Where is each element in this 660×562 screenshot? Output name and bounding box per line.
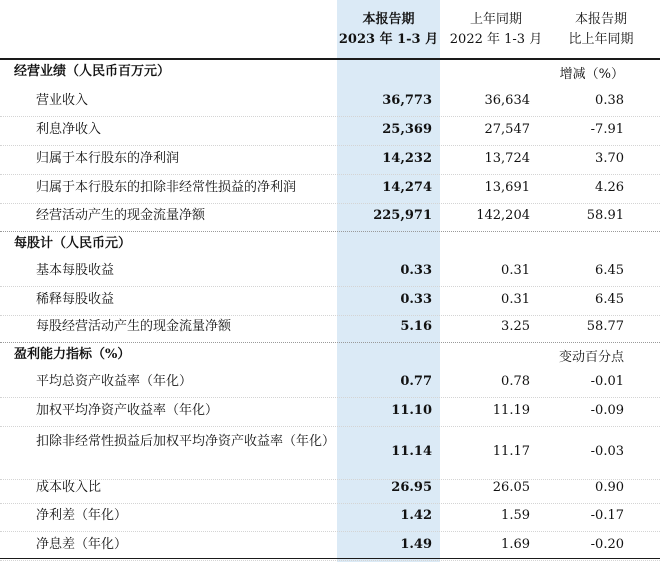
section-note: 变动百分点 <box>558 350 624 365</box>
row-label: 归属于本行股东的净利润 <box>36 151 180 166</box>
row-divider <box>0 116 660 117</box>
value-current: 11.10 <box>391 403 432 418</box>
value-change: 58.91 <box>586 208 624 223</box>
bottom-rule <box>0 558 660 559</box>
value-change: -7.91 <box>590 122 624 137</box>
row-label: 净息差（年化） <box>36 537 128 552</box>
value-current: 0.33 <box>400 263 432 278</box>
row-label: 营业收入 <box>36 93 89 108</box>
row-label: 利息净收入 <box>36 122 102 137</box>
section-header <box>0 234 660 254</box>
value-change: -0.20 <box>590 537 624 552</box>
value-prior: 0.31 <box>501 263 530 278</box>
header-prior-line2: 2022 年 1-3 月 <box>449 32 543 47</box>
table-row <box>0 507 660 525</box>
value-change: 6.45 <box>595 263 624 278</box>
row-label: 净利差（年化） <box>36 508 128 523</box>
value-current: 1.49 <box>400 537 432 552</box>
value-current: 11.14 <box>391 444 432 459</box>
value-prior: 36,634 <box>484 93 530 108</box>
row-label: 经营活动产生的现金流量净额 <box>36 208 206 223</box>
row-label: 成本收入比 <box>36 480 102 495</box>
table-row <box>0 318 660 336</box>
value-change: 4.26 <box>595 180 624 195</box>
row-label: 基本每股收益 <box>36 263 115 278</box>
value-prior: 1.69 <box>501 537 530 552</box>
value-prior: 13,691 <box>484 180 530 195</box>
row-label: 每股经营活动产生的现金流量净额 <box>36 319 232 334</box>
value-prior: 0.31 <box>501 292 530 307</box>
row-divider <box>0 397 660 398</box>
row-divider <box>0 426 660 427</box>
section-divider <box>0 231 660 232</box>
value-prior: 3.25 <box>501 319 530 334</box>
header-prior-line1: 上年同期 <box>469 12 522 27</box>
table-row <box>0 402 660 420</box>
value-current: 225,971 <box>373 208 432 223</box>
table-row <box>0 92 660 110</box>
table-row <box>0 207 660 225</box>
value-prior: 11.17 <box>492 444 530 459</box>
table-row <box>0 479 660 497</box>
table-row <box>0 291 660 309</box>
current-period-highlight <box>337 0 440 562</box>
section-note: 增减（%） <box>559 67 624 82</box>
header-change <box>551 10 651 50</box>
row-label: 平均总资产收益率（年化） <box>36 374 193 389</box>
value-prior: 1.59 <box>501 508 530 523</box>
value-prior: 0.78 <box>501 374 530 389</box>
value-change: 0.38 <box>595 93 624 108</box>
value-change: 58.77 <box>586 319 624 334</box>
value-current: 0.77 <box>400 374 432 389</box>
table-row <box>0 179 660 197</box>
value-current: 26.95 <box>391 480 432 495</box>
table-row <box>0 121 660 139</box>
row-label: 稀释每股收益 <box>36 292 115 307</box>
header-current-line2: 2023 年 1-3 月 <box>338 32 439 47</box>
row-divider <box>0 503 660 504</box>
row-divider <box>0 286 660 287</box>
header-prior-period <box>441 10 551 50</box>
value-current: 36,773 <box>382 93 432 108</box>
header-current-line1: 本报告期 <box>362 12 415 27</box>
value-change: 6.45 <box>595 292 624 307</box>
row-divider <box>0 560 660 561</box>
value-change: 3.70 <box>595 151 624 166</box>
header-change-line1: 本报告期 <box>574 12 627 27</box>
value-prior: 26.05 <box>492 480 530 495</box>
table-row <box>0 536 660 554</box>
value-current: 14,274 <box>382 180 432 195</box>
section-title: 盈利能力指标（%） <box>14 347 131 362</box>
header-current-period <box>337 10 440 50</box>
value-prior: 27,547 <box>484 122 530 137</box>
value-change: -0.09 <box>590 403 624 418</box>
table-row <box>0 433 660 473</box>
value-current: 5.16 <box>400 319 432 334</box>
row-divider <box>0 531 660 532</box>
header-change-line2: 比上年同期 <box>568 32 634 47</box>
value-change: -0.03 <box>590 444 624 459</box>
value-change: 0.90 <box>595 480 624 495</box>
row-divider <box>0 145 660 146</box>
section-header <box>0 345 660 365</box>
header-rule <box>0 58 660 60</box>
value-change: -0.01 <box>590 374 624 389</box>
section-title: 每股计（人民币元） <box>14 236 132 251</box>
row-label: 加权平均净资产收益率（年化） <box>36 403 219 418</box>
table-row <box>0 262 660 280</box>
section-title: 经营业绩（人民币百万元） <box>14 64 171 79</box>
value-current: 25,369 <box>382 122 432 137</box>
value-current: 14,232 <box>382 151 432 166</box>
value-current: 0.33 <box>400 292 432 307</box>
row-divider <box>0 315 660 316</box>
value-change: -0.17 <box>590 508 624 523</box>
row-label: 归属于本行股东的扣除非经常性损益的净利润 <box>36 180 297 195</box>
table-row <box>0 373 660 391</box>
value-prior: 13,724 <box>484 151 530 166</box>
table-row <box>0 150 660 168</box>
row-label: 扣除非经常性损益后加权平均净资产收益率（年化） <box>36 434 336 449</box>
value-current: 1.42 <box>400 508 432 523</box>
section-header <box>0 62 660 82</box>
value-prior: 142,204 <box>476 208 530 223</box>
row-divider <box>0 174 660 175</box>
row-divider <box>0 203 660 204</box>
section-divider <box>0 342 660 343</box>
value-prior: 11.19 <box>492 403 530 418</box>
